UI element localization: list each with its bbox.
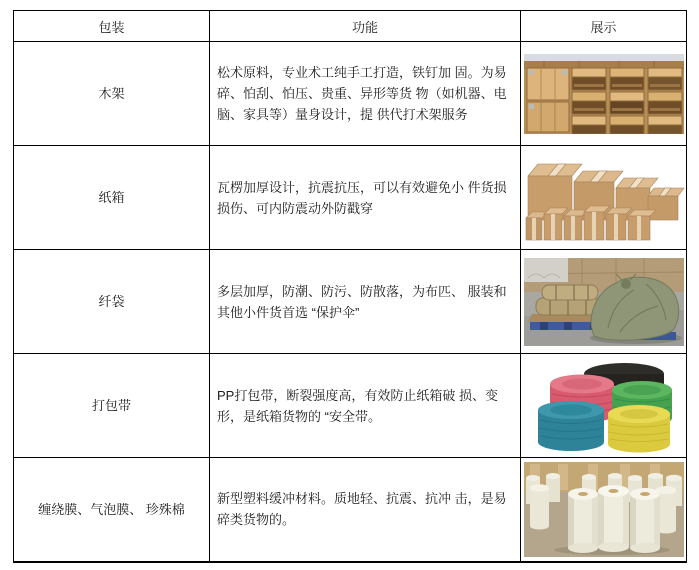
woven-bags-photo bbox=[524, 258, 684, 346]
wooden-crates-photo bbox=[524, 54, 684, 134]
table-row-wooden-frame bbox=[14, 42, 687, 146]
display-cell bbox=[521, 354, 687, 458]
packaging-cell: 木架 bbox=[14, 42, 210, 146]
function-cell: 新型塑料缓冲材料。质地轻、抗震、抗冲 击，是易碎类货物的。 bbox=[210, 458, 521, 562]
stretch-film-rolls-photo bbox=[524, 462, 684, 557]
header-cell-display: 展示 bbox=[521, 11, 687, 42]
table-row-strapping bbox=[14, 354, 687, 458]
function-cell: 瓦楞加厚设计，抗震抗压，可以有效避免小 件货损损伤、可内防震动外防戳穿 bbox=[210, 146, 521, 250]
header-row bbox=[14, 11, 687, 42]
table-row-stretch-film bbox=[14, 458, 687, 562]
display-cell bbox=[521, 458, 687, 562]
table-row-carton bbox=[14, 146, 687, 250]
function-cell: PP打包带，断裂强度高，有效防止纸箱破 损、变形，是纸箱货物的 “安全带。 bbox=[210, 354, 521, 458]
function-cell: 松术原料，专业术工纯手工打造，铁钉加 固。为易碎、怕刮、怕压、贵重、异形等货 物（如机器、电脑、家具等）量身设计，提 供代打术架服务 bbox=[210, 42, 521, 146]
packaging-table bbox=[13, 10, 687, 563]
header-cell-function: 功能 bbox=[210, 11, 521, 42]
header-cell-packaging: 包装 bbox=[14, 11, 210, 42]
display-cell bbox=[521, 146, 687, 250]
strapping-rolls-photo bbox=[524, 358, 684, 454]
packaging-cell: 缠绕膜、气泡膜、 珍殊棉 bbox=[14, 458, 210, 562]
packaging-cell: 纸箱 bbox=[14, 146, 210, 250]
table-row-fiber-bag bbox=[14, 250, 687, 354]
packaging-cell: 打包带 bbox=[14, 354, 210, 458]
display-cell bbox=[521, 250, 687, 354]
packaging-cell: 纤袋 bbox=[14, 250, 210, 354]
display-cell bbox=[521, 42, 687, 146]
function-cell: 多层加厚，防潮、防污、防散落，为布匹、 服装和其他小件货首选 “保护伞” bbox=[210, 250, 521, 354]
packaging-table-container bbox=[13, 10, 687, 563]
cardboard-boxes-photo bbox=[522, 150, 686, 245]
